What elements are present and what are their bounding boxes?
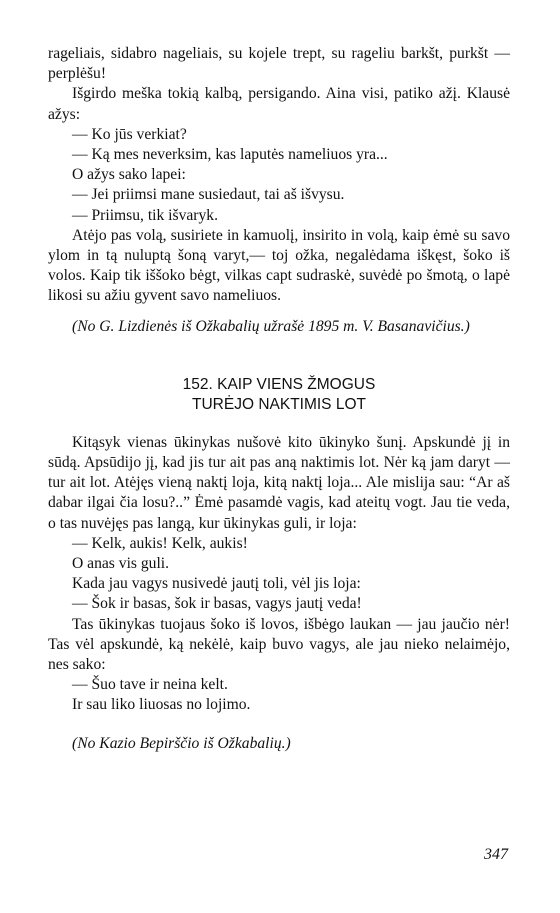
story-heading (48, 375, 510, 415)
heading-line: TURĖJO NAKTIMIS LOT (192, 395, 366, 413)
page-text (48, 44, 510, 754)
paragraph: Išgirdo meška tokią kalbą, persigando. Aina visi, patiko ažį. Klausė ažys: (48, 85, 510, 123)
paragraph: Atėjo pas volą, susiriete in kamuolį, insirito in volą, kaip ėmė su savo ylom in tą nuluptą šoną varyt,— toj ožka, negalėdama iškęst, šoko iš volos. Kaip tik iššoko bėgt, vilkas capt sudraskė, suvėdė po šmotą, o lapė likosi su ažiu gyvent savo nameliuos. (48, 226, 510, 305)
dialogue-line: — Ko jūs verkiat? (72, 125, 187, 143)
heading-line: 152. KAIP VIENS ŽMOGUS (182, 375, 376, 393)
dialogue-line: — Kelk, aukis! Kelk, aukis! (72, 534, 248, 552)
paragraph: rageliais, sidabro nageliais, su kojele trept, su rageliu barkšt, purkšt — perplėšu! (48, 45, 510, 83)
dialogue-line: — Ką mes neverksim, kas laputės nameliuos yra... (72, 146, 388, 164)
paragraph: Kada jau vagys nusivedė jautį toli, vėl jis loja: (72, 575, 361, 593)
paragraph: Ir sau liko liuosas no lojimo. (72, 696, 251, 714)
page-number: 347 (484, 846, 508, 863)
dialogue-line: — Šok ir basas, šok ir basas, vagys jautį veda! (72, 595, 362, 613)
story-source: (No Kazio Bepirščio iš Ožkabalių.) (72, 734, 291, 752)
paragraph: Kitąsyk vienas ūkinykas nušovė kito ūkinyko šunį. Apskundė jį in sūdą. Apsūdijo jį, kad jis tur ait pas aną naktimis lot. Nėr ką jam daryt — tur ait lot. Atėjęs vieną naktį loja, kitą naktį loja... Ale mislija sau: “Ar aš dabar ilgai čia losu?..” Ėmė pasamdė vagis, kad ateitų vogt. Jau tie veda, o tas nuvėjęs pas langą, kur ūkinykas guli, ir loja: (48, 433, 510, 532)
dialogue-line: — Jei priimsi mane susiedaut, tai aš išvysu. (72, 186, 345, 204)
paragraph: O anas vis guli. (72, 555, 170, 573)
paragraph: O ažys sako lapei: (72, 166, 186, 184)
dialogue-line: — Priimsu, tik išvaryk. (72, 206, 218, 224)
dialogue-line: — Šuo tave ir neina kelt. (72, 676, 228, 694)
story-source: (No G. Lizdienės iš Ožkabalių užrašė 1895 m. V. Basanavičius.) (72, 317, 470, 335)
paragraph: Tas ūkinykas tuojaus šoko iš lovos, išbėgo laukan — jau jaučio nėr! Tas vėl apskundė, ką nekėlė, kaip buvo vagys, ale jau nieko nelaimėjo, nes sako: (48, 615, 510, 674)
